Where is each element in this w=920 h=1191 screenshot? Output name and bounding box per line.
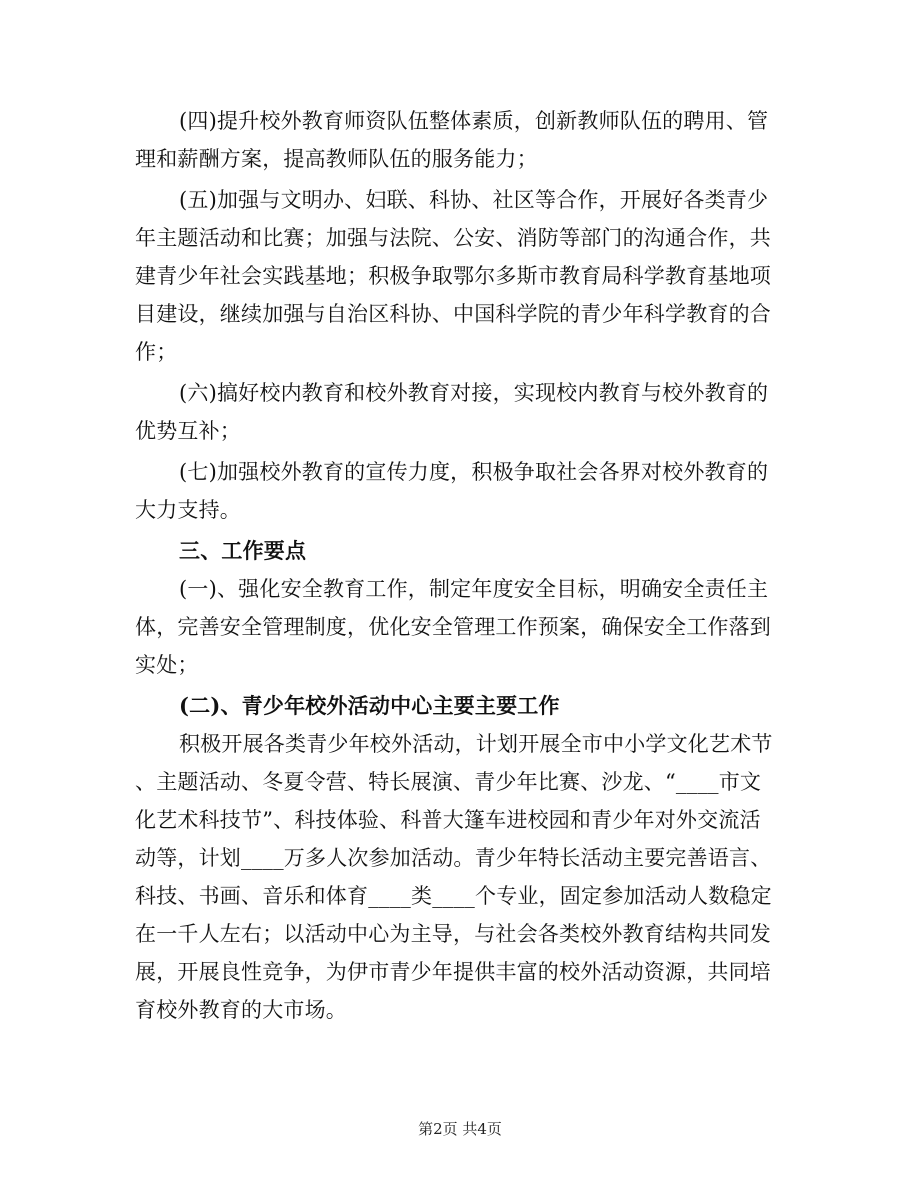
- paragraph-line: (四)提升校外教育师资队伍整体素质，创新教师队伍的聘用、管: [179, 109, 769, 133]
- paragraph-line: 优势互补；: [135, 419, 241, 443]
- paragraph-line: 大力支持。: [135, 498, 241, 522]
- paragraph-line: 积极开展各类青少年校外活动，计划开展全市中小学文化艺术节: [179, 732, 773, 756]
- paragraph-line: 年主题活动和比赛；加强与法院、公安、消防等部门的沟通合作，共: [135, 226, 771, 250]
- paragraph-line: 实处；: [135, 653, 199, 677]
- paragraph-line: 化艺术科技节”、科技体验、科普大篷车进校园和青少年对外交流活: [135, 808, 761, 832]
- paragraph-line: 作；: [135, 340, 178, 364]
- subsection-heading: (二)、青少年校外活动中心主要主要工作: [179, 693, 560, 718]
- paragraph-line: 、主题活动、冬夏令营、特长展演、青少年比赛、沙龙、“____市文: [135, 770, 762, 794]
- paragraph-line: (五)加强与文明办、妇联、科协、社区等合作，开展好各类青少: [179, 188, 769, 212]
- document-body: [135, 102, 775, 1029]
- paragraph-line: 科技、书画、音乐和体育____类____个专业，固定参加活动人数稳定: [135, 884, 772, 908]
- paragraph-line: 动等，计划____万多人次参加活动。青少年特长活动主要完善语言、: [135, 846, 772, 870]
- section-heading: 三、工作要点: [179, 538, 307, 563]
- paragraph-line: 目建设，继续加强与自治区科协、中国科学院的青少年科学教育的合: [135, 302, 771, 326]
- paragraph-line: 理和薪酬方案，提高教师队伍的服务能力；: [135, 147, 538, 171]
- paragraph-line: 展，开展良性竞争，为伊市青少年提供丰富的校外活动资源，共同培: [135, 960, 771, 984]
- paragraph-line: 体，完善安全管理制度，优化安全管理工作预案，确保安全工作落到: [135, 615, 771, 639]
- paragraph-line: 在一千人左右；以活动中心为主导，与社会各类校外教育结构共同发: [135, 922, 771, 946]
- paragraph-line: (六)搞好校内教育和校外教育对接，实现校内教育与校外教育的: [179, 381, 769, 405]
- paragraph-line: (一)、强化安全教育工作，制定年度安全目标，明确安全责任主: [179, 577, 769, 601]
- paragraph-line: 建青少年社会实践基地；积极争取鄂尔多斯市教育局科学教育基地项: [135, 264, 771, 288]
- page-number-footer: 第2页 共4页: [418, 1120, 502, 1138]
- paragraph-line: 育校外教育的大市场。: [135, 998, 347, 1022]
- paragraph-line: (七)加强校外教育的宣传力度，积极争取社会各界对校外教育的: [179, 460, 769, 484]
